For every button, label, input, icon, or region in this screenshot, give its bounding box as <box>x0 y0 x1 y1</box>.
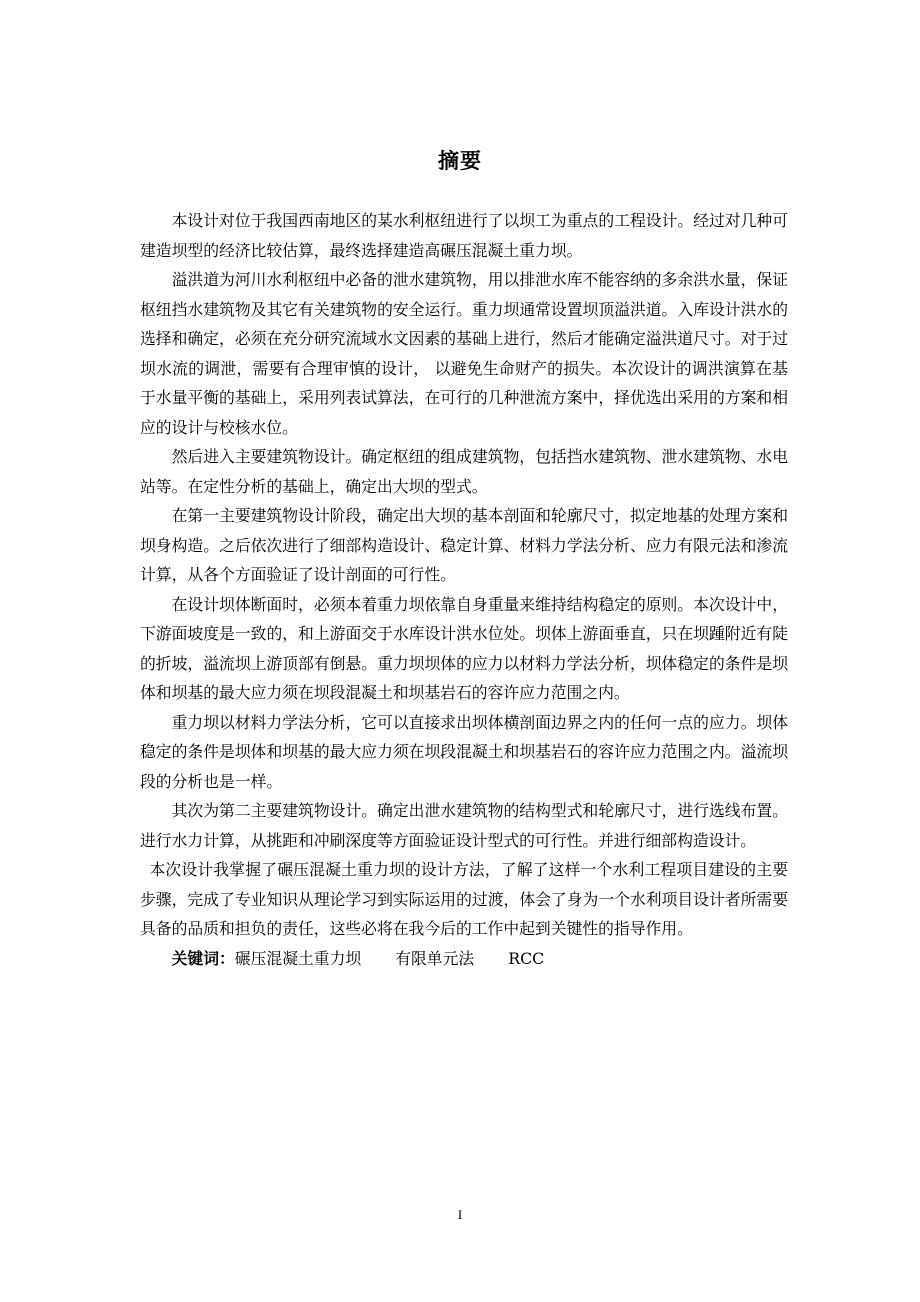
keywords-label: 关键词： <box>171 948 235 968</box>
abstract-paragraph: 然后进入主要建筑物设计。确定枢纽的组成建筑物，包括挡水建筑物、泄水建筑物、水电站等。在定性分析的基础上，确定出大坝的型式。 <box>140 447 788 496</box>
abstract-paragraph: 其次为第二主要建筑物设计。确定出泄水建筑物的结构型式和轮廓尺寸，进行选线布置。进行水力计算，从挑距和冲刷深度等方面验证设计型式的可行性。并进行细部构造设计。 <box>140 801 788 850</box>
page-number: I <box>457 1207 463 1222</box>
abstract-paragraph: 在第一主要建筑物设计阶段，确定出大坝的基本剖面和轮廓尺寸，拟定地基的处理方案和坝身构造。之后依次进行了细部构造设计、稳定计算、材料力学法分析、应力有限元法和渗流计算，从各个方面验证了设计剖面的可行性。 <box>140 506 788 584</box>
page-title: 摘要 <box>438 149 482 173</box>
keyword-item: 碾压混凝土重力坝 <box>234 948 362 968</box>
keyword-item: RCC <box>508 948 545 968</box>
abstract-paragraph: 本次设计我掌握了碾压混凝土重力坝的设计方法，了解了这样一个水利工程项目建设的主要步骤，完成了专业知识从理论学习到实际运用的过渡，体会了身为一个水利项目设计者所需要具备的品质和担负的责任，这些必将在我今后的工作中起到关键性的指导作用。 <box>140 860 788 938</box>
keyword-item: 有限单元法 <box>395 948 475 968</box>
abstract-paragraph: 重力坝以材料力学法分析，它可以直接求出坝体横剖面边界之内的任何一点的应力。坝体稳定的条件是坝体和坝基的最大应力须在坝段混凝土和坝基岩石的容许应力范围之内。溢流坝段的分析也是一样。 <box>140 712 788 791</box>
abstract-paragraph: 在设计坝体断面时，必须本着重力坝依靠自身重量来维持结构稳定的原则。本次设计中，下游面坡度是一致的，和上游面交于水库设计洪水位处。坝体上游面垂直，只在坝踵附近有陡的折坡，溢流坝上游顶部有倒悬。重力坝坝体的应力以材料力学法分析，坝体稳定的条件是坝体和坝基的最大应力须在坝段混凝土和坝基岩石的容许应力范围之内。 <box>140 594 788 702</box>
abstract-paragraph: 本设计对位于我国西南地区的某水利枢纽进行了以坝工为重点的工程设计。经过对几种可建造坝型的经济比较估算，最终选择建造高碾压混凝土重力坝。 <box>140 211 788 260</box>
abstract-body <box>140 206 788 973</box>
keywords-line <box>140 944 788 974</box>
abstract-paragraph: 溢洪道为河川水利枢纽中必备的泄水建筑物，用以排泄水库不能容纳的多余洪水量，保证枢纽挡水建筑物及其它有关建筑物的安全运行。重力坝通常设置坝顶溢洪道。入库设计洪水的选择和确定，必须在充分研究流域水文因素的基础上进行，然后才能确定溢洪道尺寸。对于过坝水流的调泄，需要有合理审慎的设计， 以避免生命财产的损失。本次设计的调洪演算在基于水量平衡的基础上，采用列表试算法，在可行的几种泄流方案中，择优选出采用的方案和相应的设计与校核水位。 <box>140 270 788 437</box>
